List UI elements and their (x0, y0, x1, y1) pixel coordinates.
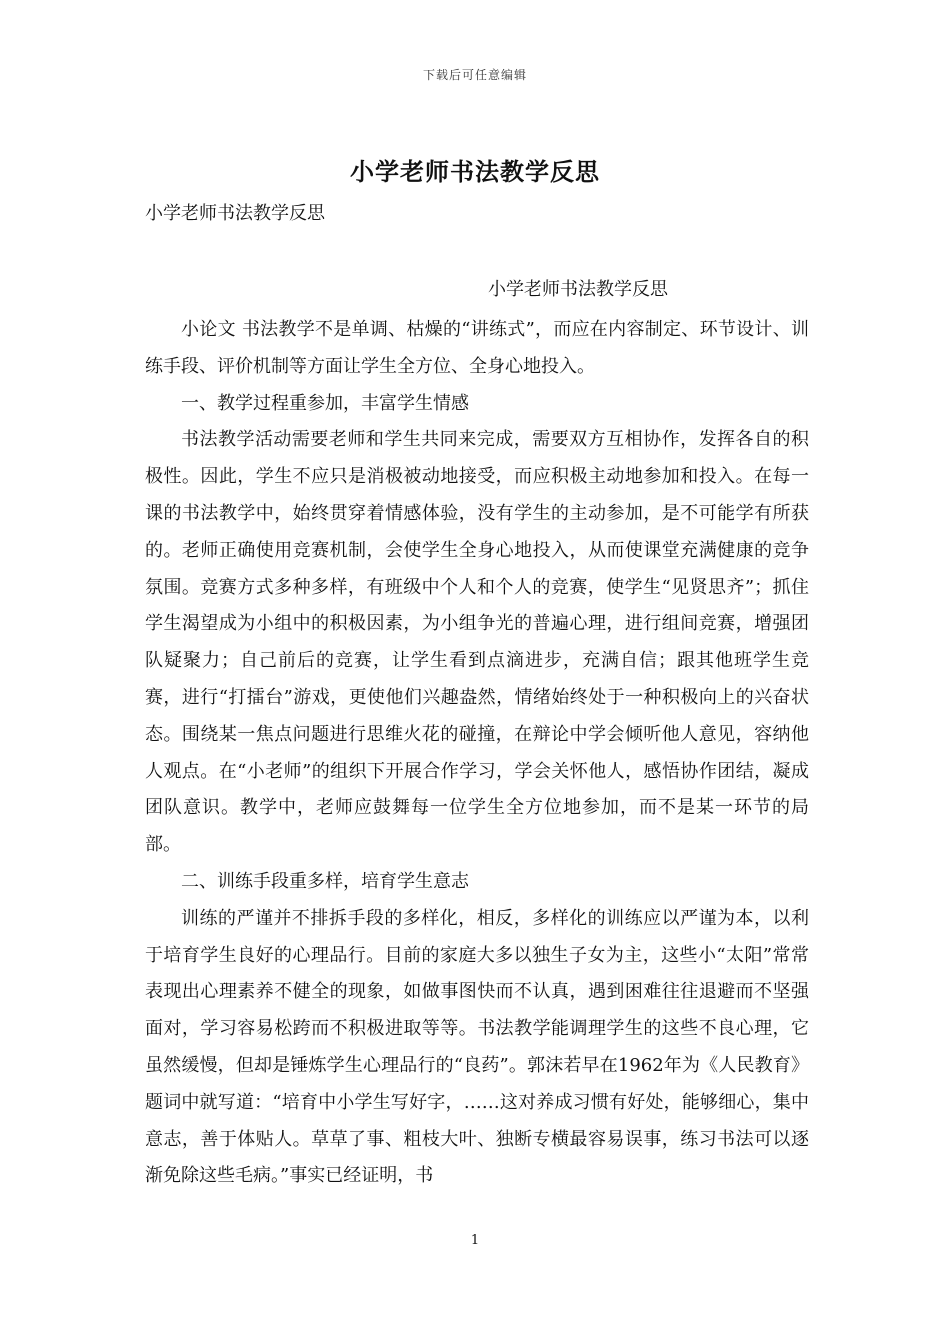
paragraph-section-one: 书法教学活动需要老师和学生共同来完成，需要双方互相协作，发挥各自的积极性。因此，学生不应只是消极被动地接受，而应积极主动地参加和投入。在每一课的书法教学中，始终贯穿着情感体验，没有学生的主动参加，是不可能学有所获的。老师正确使用竞赛机制，会使学生全身心地投入，从而使课堂充满健康的竞争氛围。竞赛方式多种多样，有班级中个人和个人的竞赛，使学生“见贤思齐”；抓住学生渴望成为小组中的积极因素，为小组争光的普遍心理，进行组间竞赛，增强团队疑聚力；自己前后的竞赛，让学生看到点滴进步，充满自信；跟其他班学生竞赛，进行“打擂台”游戏，更使他们兴趣盎然，情绪始终处于一种积极向上的兴奋状态。围绕某一焦点问题进行思维火花的碰撞，在辩论中学会倾听他人意见，容纳他人观点。在“小老师”的组织下开展合作学习，学会关怀他人，感悟协作团结，凝成团队意识。教学中，老师应鼓舞每一位学生全方位地参加，而不是某一环节的局部。 (145, 429, 809, 856)
subtitle-left: 小学老师书法教学反思 (145, 203, 325, 224)
paragraph-intro: 小论文 书法教学不是单调、枯燥的“讲练式”，而应在内容制定、环节设计、训练手段、评价机制等方面让学生全方位、全身心地投入。 (145, 319, 809, 377)
document-body (145, 312, 809, 1195)
document-title: 小学老师书法教学反思 (350, 157, 600, 186)
header-note: 下载后可任意编辑 (422, 68, 527, 82)
paragraph-section-two: 训练的严谨并不排拆手段的多样化，相反，多样化的训练应以严谨为本，以利于培育学生良好的心理品行。目前的家庭大多以独生子女为主，这些小“太阳”常常表现出心理素养不健全的现象，如做事图快而不认真，遇到困难往往退避而不坚强面对，学习容易松跨而不积极进取等等。书法教学能调理学生的这些不良心理，它虽然缓慢，但却是锤炼学生心理品行的“良药”。郭沫若早在1962年为《人民教育》题词中就写道：“培育中小学生写好字，……这对养成习惯有好处，能够细心，集中意志，善于体贴人。草草了事、粗枝大叶、独断专横最容易误事，练习书法可以逐渐免除这些毛病。”事实已经证明，书 (145, 907, 809, 1187)
section-heading-two: 二、训练手段重多样，培育学生意志 (181, 870, 469, 892)
subtitle-center: 小学老师书法教学反思 (488, 279, 668, 300)
section-heading-one: 一、教学过程重参加，丰富学生情感 (181, 392, 469, 414)
page-number: 1 (470, 1233, 480, 1248)
